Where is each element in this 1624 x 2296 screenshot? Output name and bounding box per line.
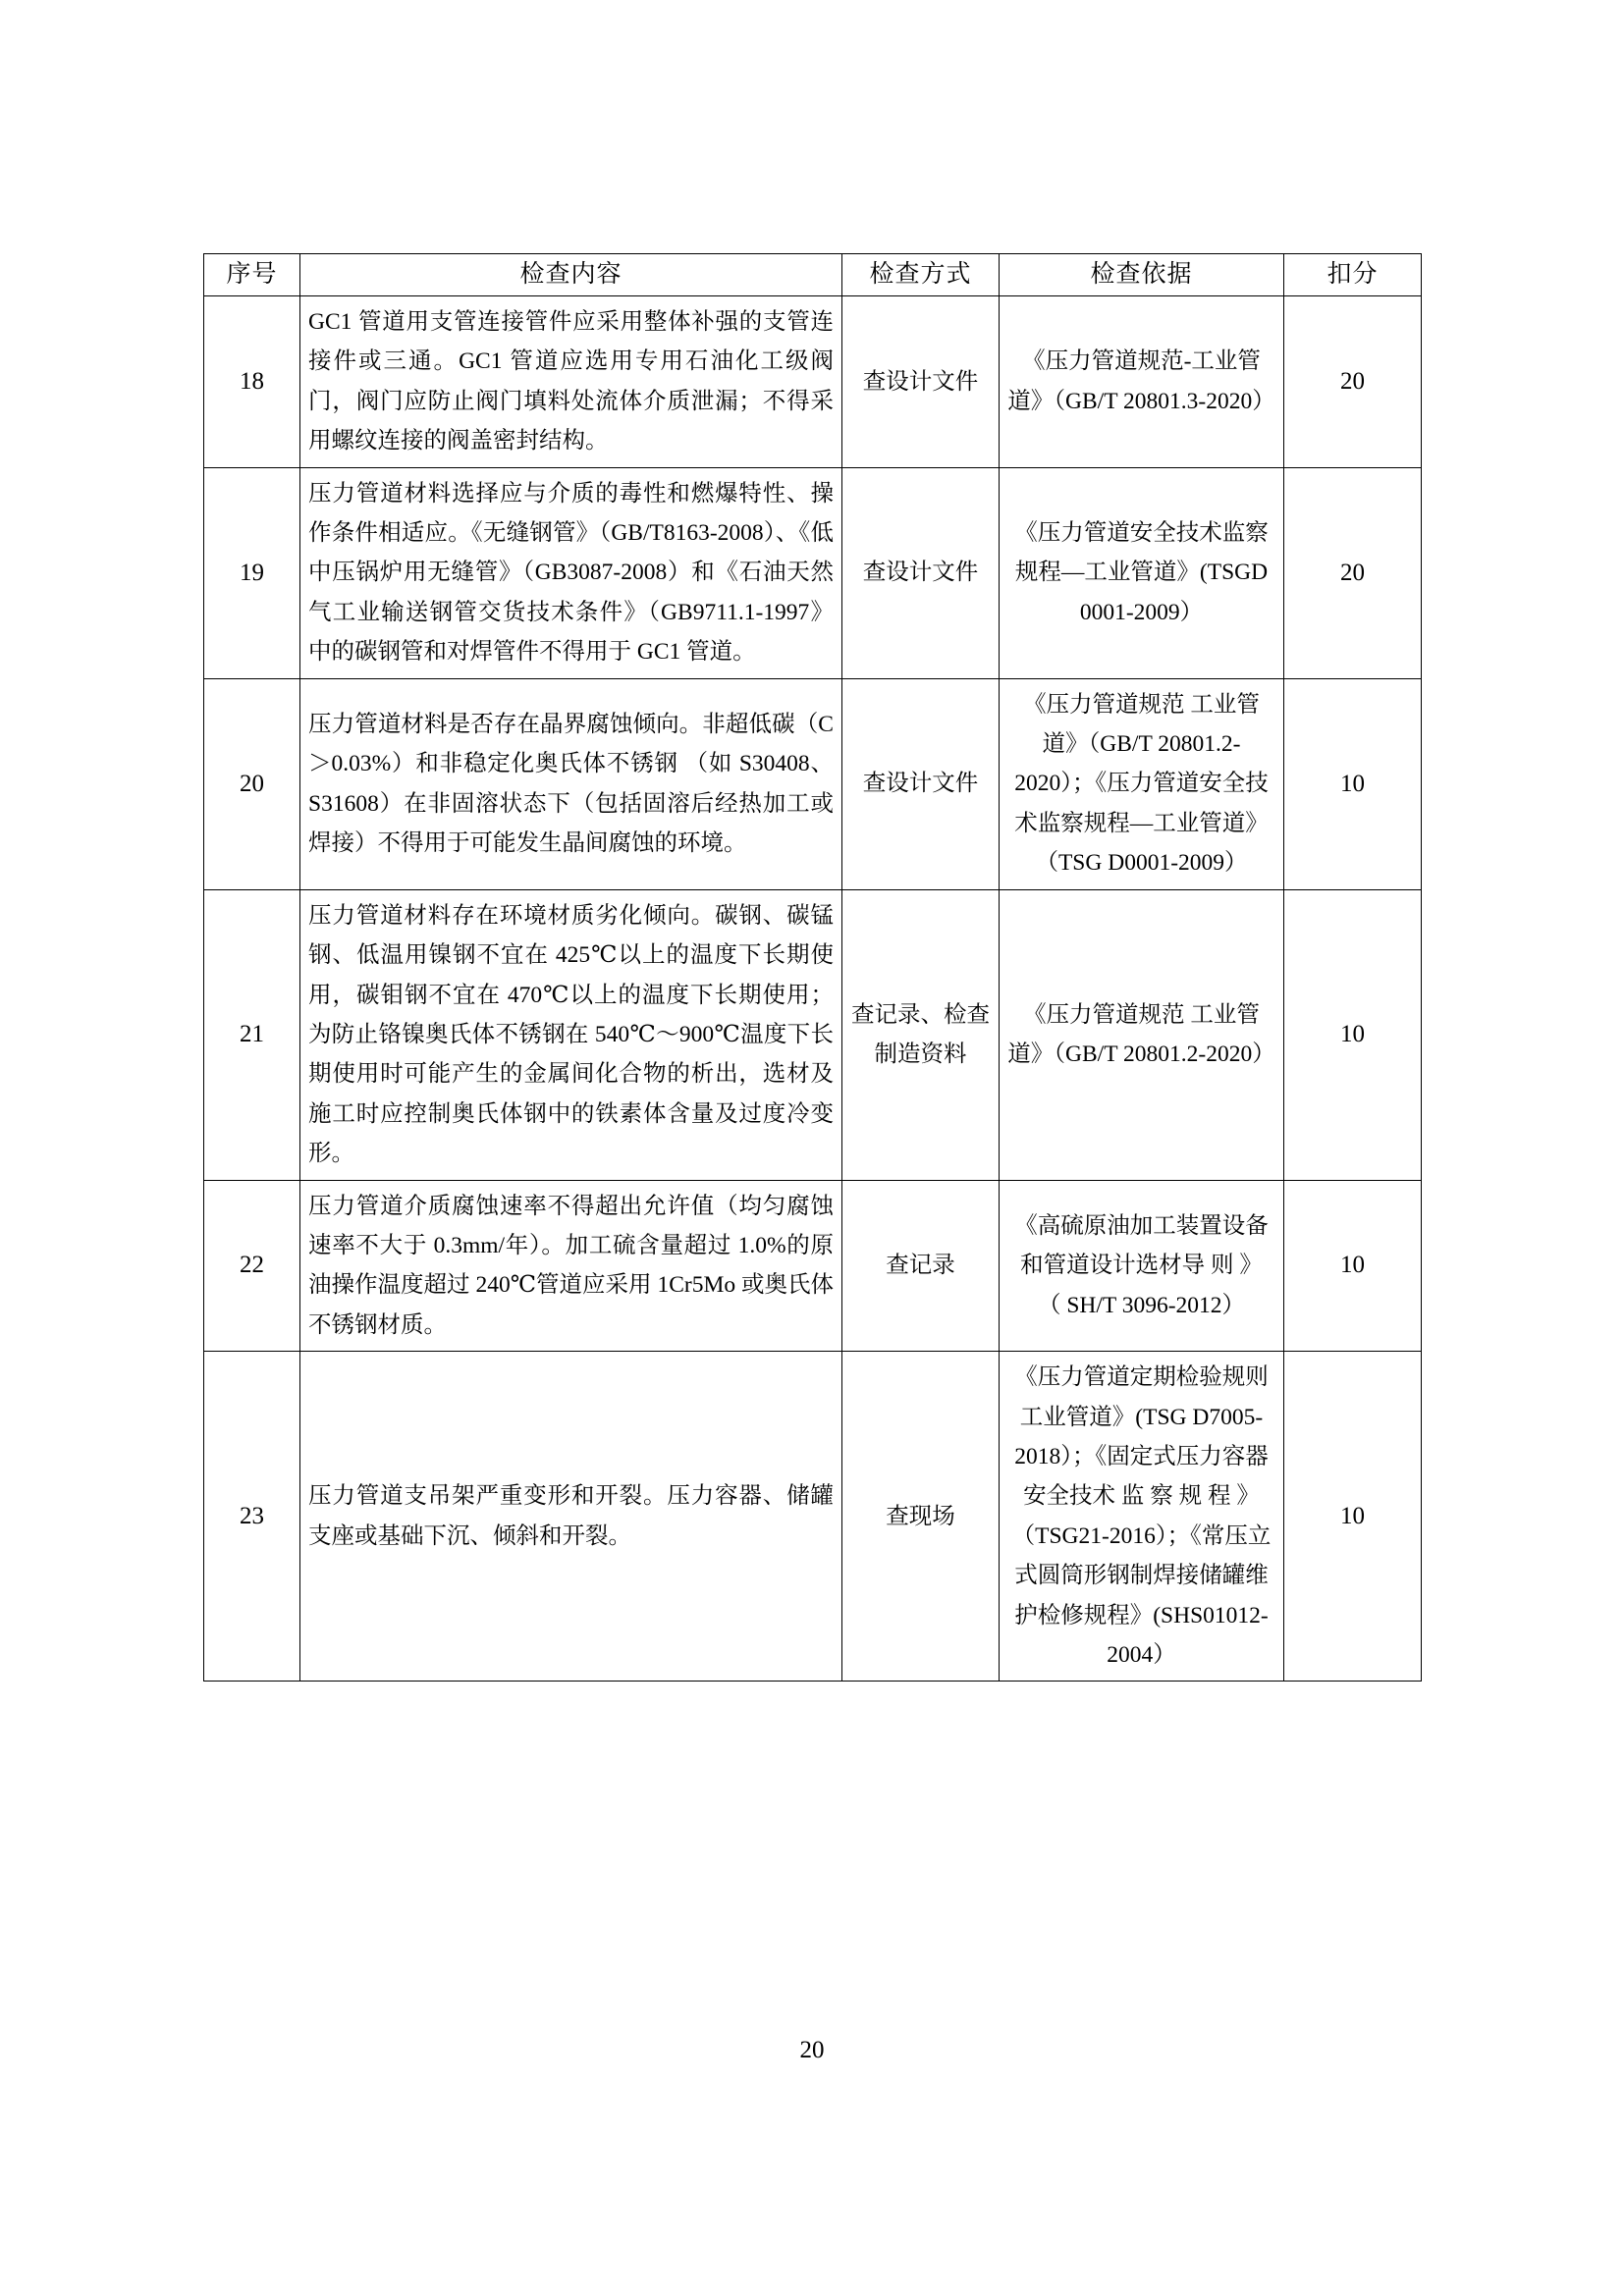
row-score: 10 [1284,1352,1422,1682]
row-number: 22 [204,1180,300,1352]
row-score: 10 [1284,678,1422,889]
inspection-checklist-table [203,253,1422,1682]
row-content: 压力管道材料是否存在晶界腐蚀倾向。非超低碳（C＞0.03%）和非稳定化奥氏体不锈钢 （如 S30408、S31608）在非固溶状态下（包括固溶后经热加工或焊接）不得用于可能发生晶间腐蚀的环境。 [300,678,842,889]
table-row [204,1180,1422,1352]
row-method: 查设计文件 [842,467,1000,678]
column-header-score: 扣分 [1284,254,1422,296]
row-number: 19 [204,467,300,678]
table-header-row [204,254,1422,296]
row-method: 查设计文件 [842,296,1000,468]
row-score: 20 [1284,467,1422,678]
row-method: 查设计文件 [842,678,1000,889]
row-content: 压力管道材料存在环境材质劣化倾向。碳钢、碳锰钢、低温用镍钢不宜在 425℃以上的温度下长期使用，碳钼钢不宜在 470℃以上的温度下长期使用；为防止铬镍奥氏体不锈钢在 540℃～900℃温度下长期使用时可能产生的金属间化合物的析出，选材及施工时应控制奥氏体钢中的铁素体含量及过度冷变形。 [300,889,842,1180]
row-score: 10 [1284,1180,1422,1352]
row-score: 20 [1284,296,1422,468]
page-number: 20 [799,2037,825,2063]
table-row [204,678,1422,889]
row-method: 查记录 [842,1180,1000,1352]
table-body [204,296,1422,1682]
row-score: 10 [1284,889,1422,1180]
table-header [204,254,1422,296]
inspection-checklist-table-wrapper [203,253,1421,1682]
row-basis: 《高硫原油加工装置设备和管道设计选材导 则 》 （ SH/T 3096-2012） [1000,1180,1284,1352]
row-number: 18 [204,296,300,468]
row-content: 压力管道材料选择应与介质的毒性和燃爆特性、操作条件相适应。《无缝钢管》（GB/T8163-2008）、《低中压锅炉用无缝管》（GB3087-2008）和《石油天然气工业输送钢管交货技术条件》（GB9711.1-1997》中的碳钢管和对焊管件不得用于 GC1 管道。 [300,467,842,678]
table-row [204,1352,1422,1682]
table-row [204,889,1422,1180]
row-basis: 《压力管道规范-工业管道》（GB/T 20801.3-2020） [1000,296,1284,468]
row-basis: 《压力管道定期检验规则 工业管道》(TSG D7005-2018）；《固定式压力容器安全技术 监 察 规 程 》（TSG21-2016）；《常压立式圆筒形钢制焊接储罐维护检修规程》(SHS01012-2004） [1000,1352,1284,1682]
row-content: 压力管道介质腐蚀速率不得超出允许值（均匀腐蚀速率不大于 0.3mm/年）。加工硫含量超过 1.0%的原油操作温度超过 240℃管道应采用 1Cr5Mo 或奥氏体不锈钢材质。 [300,1180,842,1352]
table-row [204,467,1422,678]
column-header-no: 序号 [204,254,300,296]
row-method: 查现场 [842,1352,1000,1682]
row-content: 压力管道支吊架严重变形和开裂。压力容器、储罐支座或基础下沉、倾斜和开裂。 [300,1352,842,1682]
row-basis: 《压力管道安全技术监察规程—工业管道》(TSGD 0001-2009） [1000,467,1284,678]
table-row [204,296,1422,468]
row-basis: 《压力管道规范 工业管道》（GB/T 20801.2-2020）；《压力管道安全技术监察规程—工业管道》（TSG D0001-2009） [1000,678,1284,889]
column-header-basis: 检查依据 [1000,254,1284,296]
row-content: GC1 管道用支管连接管件应采用整体补强的支管连接件或三通。GC1 管道应选用专用石油化工级阀门，阀门应防止阀门填料处流体介质泄漏；不得采用螺纹连接的阀盖密封结构。 [300,296,842,468]
row-basis: 《压力管道规范 工业管道》（GB/T 20801.2-2020） [1000,889,1284,1180]
row-number: 21 [204,889,300,1180]
row-number: 20 [204,678,300,889]
row-number: 23 [204,1352,300,1682]
column-header-content: 检查内容 [300,254,842,296]
row-method: 查记录、检查制造资料 [842,889,1000,1180]
column-header-method: 检查方式 [842,254,1000,296]
